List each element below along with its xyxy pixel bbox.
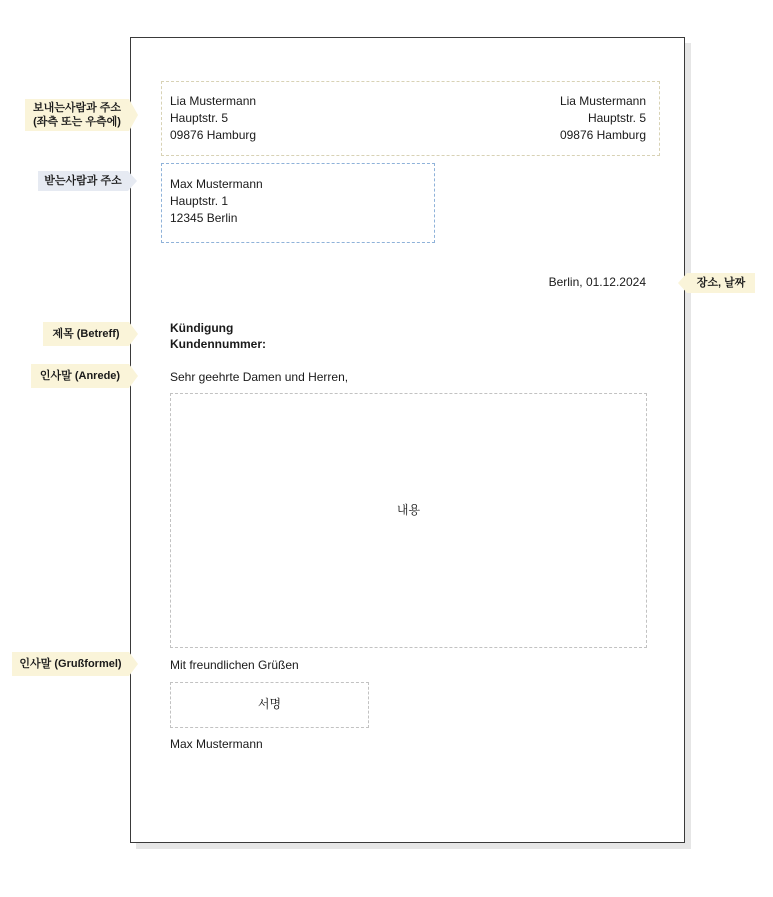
salutation: Sehr geehrte Damen und Herren, [170, 370, 349, 384]
letter-page [130, 37, 685, 843]
annotation-subject: 제목 (Betreff) [43, 322, 129, 346]
sender-left-street: Hauptstr. 5 [170, 111, 229, 125]
signature-placeholder-label: 서명 [257, 697, 282, 711]
annotation-closing: 인사말 (Grußformel) [12, 652, 129, 676]
sender-right-city: 09876 Hamburg [559, 128, 646, 142]
annotation-sender-line-1: 보내는사람과 주소 [32, 102, 122, 114]
annotation-place-date: 장소, 날짜 [687, 273, 755, 293]
recipient-city: 12345 Berlin [170, 211, 238, 225]
sender-left-name: Lia Mustermann [170, 94, 257, 108]
annotation-sender-line-2: (좌측 또는 우측에) [33, 116, 121, 128]
subject-line-2: Kundennummer: [170, 337, 266, 351]
recipient-street: Hauptstr. 1 [170, 194, 229, 208]
body-placeholder-frame [170, 393, 647, 648]
annotation-sender [25, 99, 129, 131]
sender-left-city: 09876 Hamburg [170, 128, 257, 142]
place-date: Berlin, 01.12.2024 [548, 275, 646, 289]
subject-line-1: Kündigung [170, 321, 234, 335]
closing: Mit freundlichen Grüßen [170, 658, 299, 672]
body-placeholder-label: 내용 [396, 503, 421, 517]
annotation-recipient: 받는사람과 주소 [38, 171, 128, 191]
annotation-salutation: 인사말 (Anrede) [31, 364, 129, 388]
recipient-name: Max Mustermann [170, 177, 263, 191]
signer-name: Max Mustermann [170, 737, 263, 751]
sender-right-name: Lia Mustermann [559, 94, 646, 108]
sender-right-street: Hauptstr. 5 [587, 111, 646, 125]
